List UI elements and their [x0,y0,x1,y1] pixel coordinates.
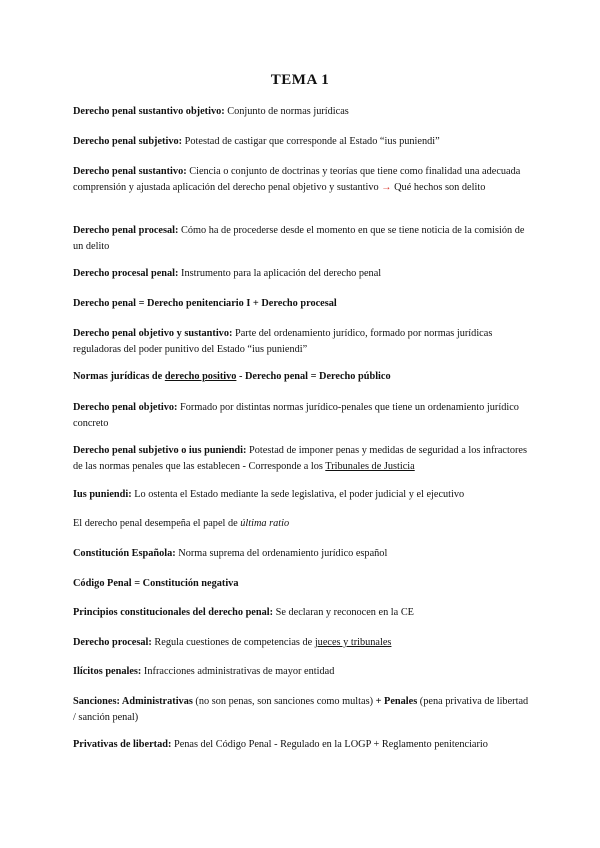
entry-text: Cómo ha de procederse desde el momento en que se tiene noticia de la comisión de un delito [73,225,525,252]
entry-underlined: jueces y tribunales [314,637,392,648]
entry-derecho-penal-objetivo-sustantivo [73,326,533,358]
entry-term-underlined: derecho positivo [164,371,237,382]
entry-text: El derecho penal desempeña el papel de [73,518,241,529]
entry-derecho-penal-sustantivo [73,164,533,196]
entry-text: Parte del ordenamiento jurídico, formado por normas jurídicas reguladoras del poder punitivo del Estado “ius puniendi” [73,328,493,355]
entry-term: Código Penal = Constitución negativa [73,578,239,589]
entry-term: Derecho penal = Derecho penitenciario I + Derecho procesal [73,298,337,309]
entry-text-secondary: (pena privativa de libertad / sanción penal) [73,696,529,723]
entry-term-secondary: + Penales [375,696,418,707]
entry-sanciones [73,694,533,726]
entry-derecho-penal-procesal [73,223,533,255]
entry-ultima-ratio [73,516,533,532]
entry-text: Regula cuestiones de competencias de [151,637,315,648]
entry-privativas-libertad [73,737,543,753]
entry-derecho-procesal-penal [73,266,533,282]
entry-text: Se declaran y reconocen en la CE [273,607,414,618]
entry-derecho-penal-sustantivo-objetivo [73,104,533,120]
entry-ius-puniendi-subjetivo [73,443,533,475]
entry-term [73,371,391,382]
entry-normas-juridicas [73,369,533,385]
entry-term: Derecho procesal penal: [73,268,179,279]
entry-text: Conjunto de normas jurídicas [224,106,349,117]
entry-derecho-procesal [73,635,533,651]
entry-term: Principios constitucionales del derecho penal: [73,607,274,618]
entry-derecho-penal-objetivo [73,400,533,432]
arrow-right-icon: → [381,182,392,193]
entry-ilicitos-penales [73,664,533,680]
entry-principios-constitucionales [73,605,533,621]
entry-text: (no son penas, son sanciones como multas) [192,696,376,707]
entry-codigo-penal [73,576,533,592]
entry-term: Ius puniendi: [73,489,132,500]
entry-term: Derecho penal objetivo: [73,402,178,413]
entry-term: Derecho penal subjetivo o ius puniendi: [73,445,247,456]
entry-text: Potestad de imponer penas y medidas de seguridad a los infractores de las normas penales que las establecen - Corresponde a los [73,445,527,472]
entry-text: Norma suprema del ordenamiento jurídico español [175,548,388,559]
entry-text: Lo ostenta el Estado mediante la sede legislativa, el poder judicial y el ejecutivo [131,489,465,500]
entry-term: Sanciones: Administrativas [73,696,193,707]
entry-text: Infracciones administrativas de mayor entidad [141,666,335,677]
entry-term-part: - Derecho penal = Derecho público [236,371,391,382]
entry-term: Ilícitos penales: [73,666,142,677]
entry-term: Derecho procesal: [73,637,152,648]
entry-constitucion-espanola [73,546,533,562]
entry-term: Constitución Española: [73,548,176,559]
entry-underlined: Tribunales de Justicia [325,461,415,472]
entry-derecho-penal-subjetivo [73,134,533,150]
entry-text: Ciencia o conjunto de doctrinas y teorías que tiene como finalidad una adecuada comprensión y ajustada aplicación del derecho penal objetivo y sustantivo [73,166,521,193]
entry-text: Formado por distintas normas jurídico-penales que tiene un ordenamiento jurídico concreto [73,402,519,429]
entry-text-after: Qué hechos son delito [391,182,486,193]
page-title: TEMA 1 [270,72,330,88]
entry-term: Derecho penal procesal: [73,225,179,236]
entry-derecho-penal-formula [73,296,533,312]
entry-text: Instrumento para la aplicación del derecho penal [178,268,382,279]
entry-italic: última ratio [240,518,290,529]
entry-text: Penas del Código Penal - Regulado en la LOGP + Reglamento penitenciario [171,739,488,750]
entry-ius-puniendi [73,487,533,503]
entry-term: Derecho penal objetivo y sustantivo: [73,328,233,339]
entry-term: Derecho penal sustantivo objetivo: [73,106,225,117]
entry-term: Privativas de libertad: [73,739,172,750]
entry-term-part: Normas jurídicas de [73,371,165,382]
entry-term: Derecho penal subjetivo: [73,136,183,147]
entry-text: Potestad de castigar que corresponde al Estado “ius puniendi” [182,136,440,147]
entry-term: Derecho penal sustantivo: [73,166,187,177]
